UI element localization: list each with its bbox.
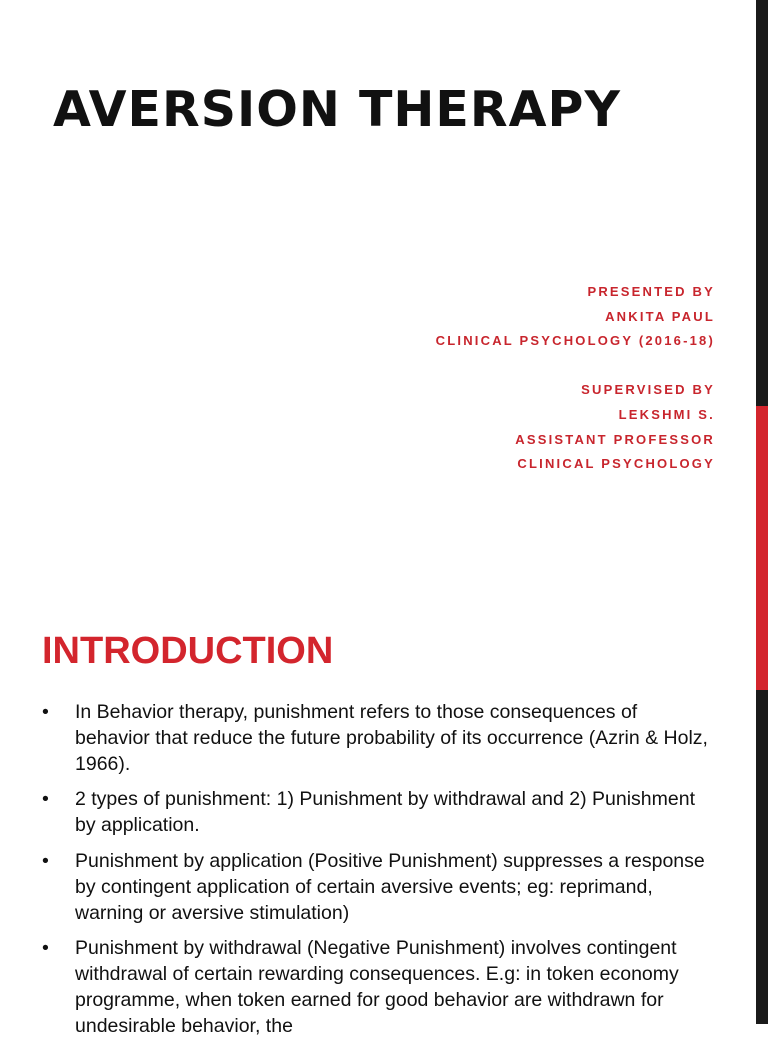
bullet-text: Punishment by withdrawal (Negative Punishment) involves contingent withdrawal of certain rewarding consequences. E.g: in token economy programme, when token earned for good behavior are withdrawn for undesirable behavior, the [75,937,679,1037]
presenter-course: CLINICAL PSYCHOLOGY (2016-18) [435,333,715,349]
bullet-icon: • [42,937,49,960]
credits-block [436,280,715,477]
page-title: AVERSION THERAPY [53,81,621,138]
bullet-icon: • [42,788,49,811]
supervisor-title: ASSISTANT PROFESSOR [515,431,715,447]
bullet-text: In Behavior therapy, punishment refers to those consequences of behavior that reduce the future probability of its occurrence (Azrin & Holz, 1966). [75,701,708,775]
supervisor-department: CLINICAL PSYCHOLOGY [517,456,715,472]
list-item [42,936,712,1039]
section-heading: INTRODUCTION [42,630,334,672]
supervisor-name: LEKSHMI S. [618,406,715,422]
slide-edge-accent [756,406,768,690]
bullet-text: Punishment by application (Positive Punishment) suppresses a response by contingent application of certain aversive events; eg: reprimand, warning or aversive stimulation) [75,849,705,924]
list-item [42,787,712,839]
list-item [42,849,712,926]
credits-spacer [436,354,715,379]
bullet-icon: • [42,701,49,723]
presented-by-label: PRESENTED BY [587,284,715,299]
list-item [42,700,712,777]
bullet-icon: • [42,849,49,872]
bullet-list [42,700,712,1050]
presenter-name: ANKITA PAUL [605,308,715,324]
bullet-text: 2 types of punishment: 1) Punishment by withdrawal and 2) Punishment by application. [75,788,696,837]
supervised-by-label: SUPERVISED BY [581,382,715,398]
